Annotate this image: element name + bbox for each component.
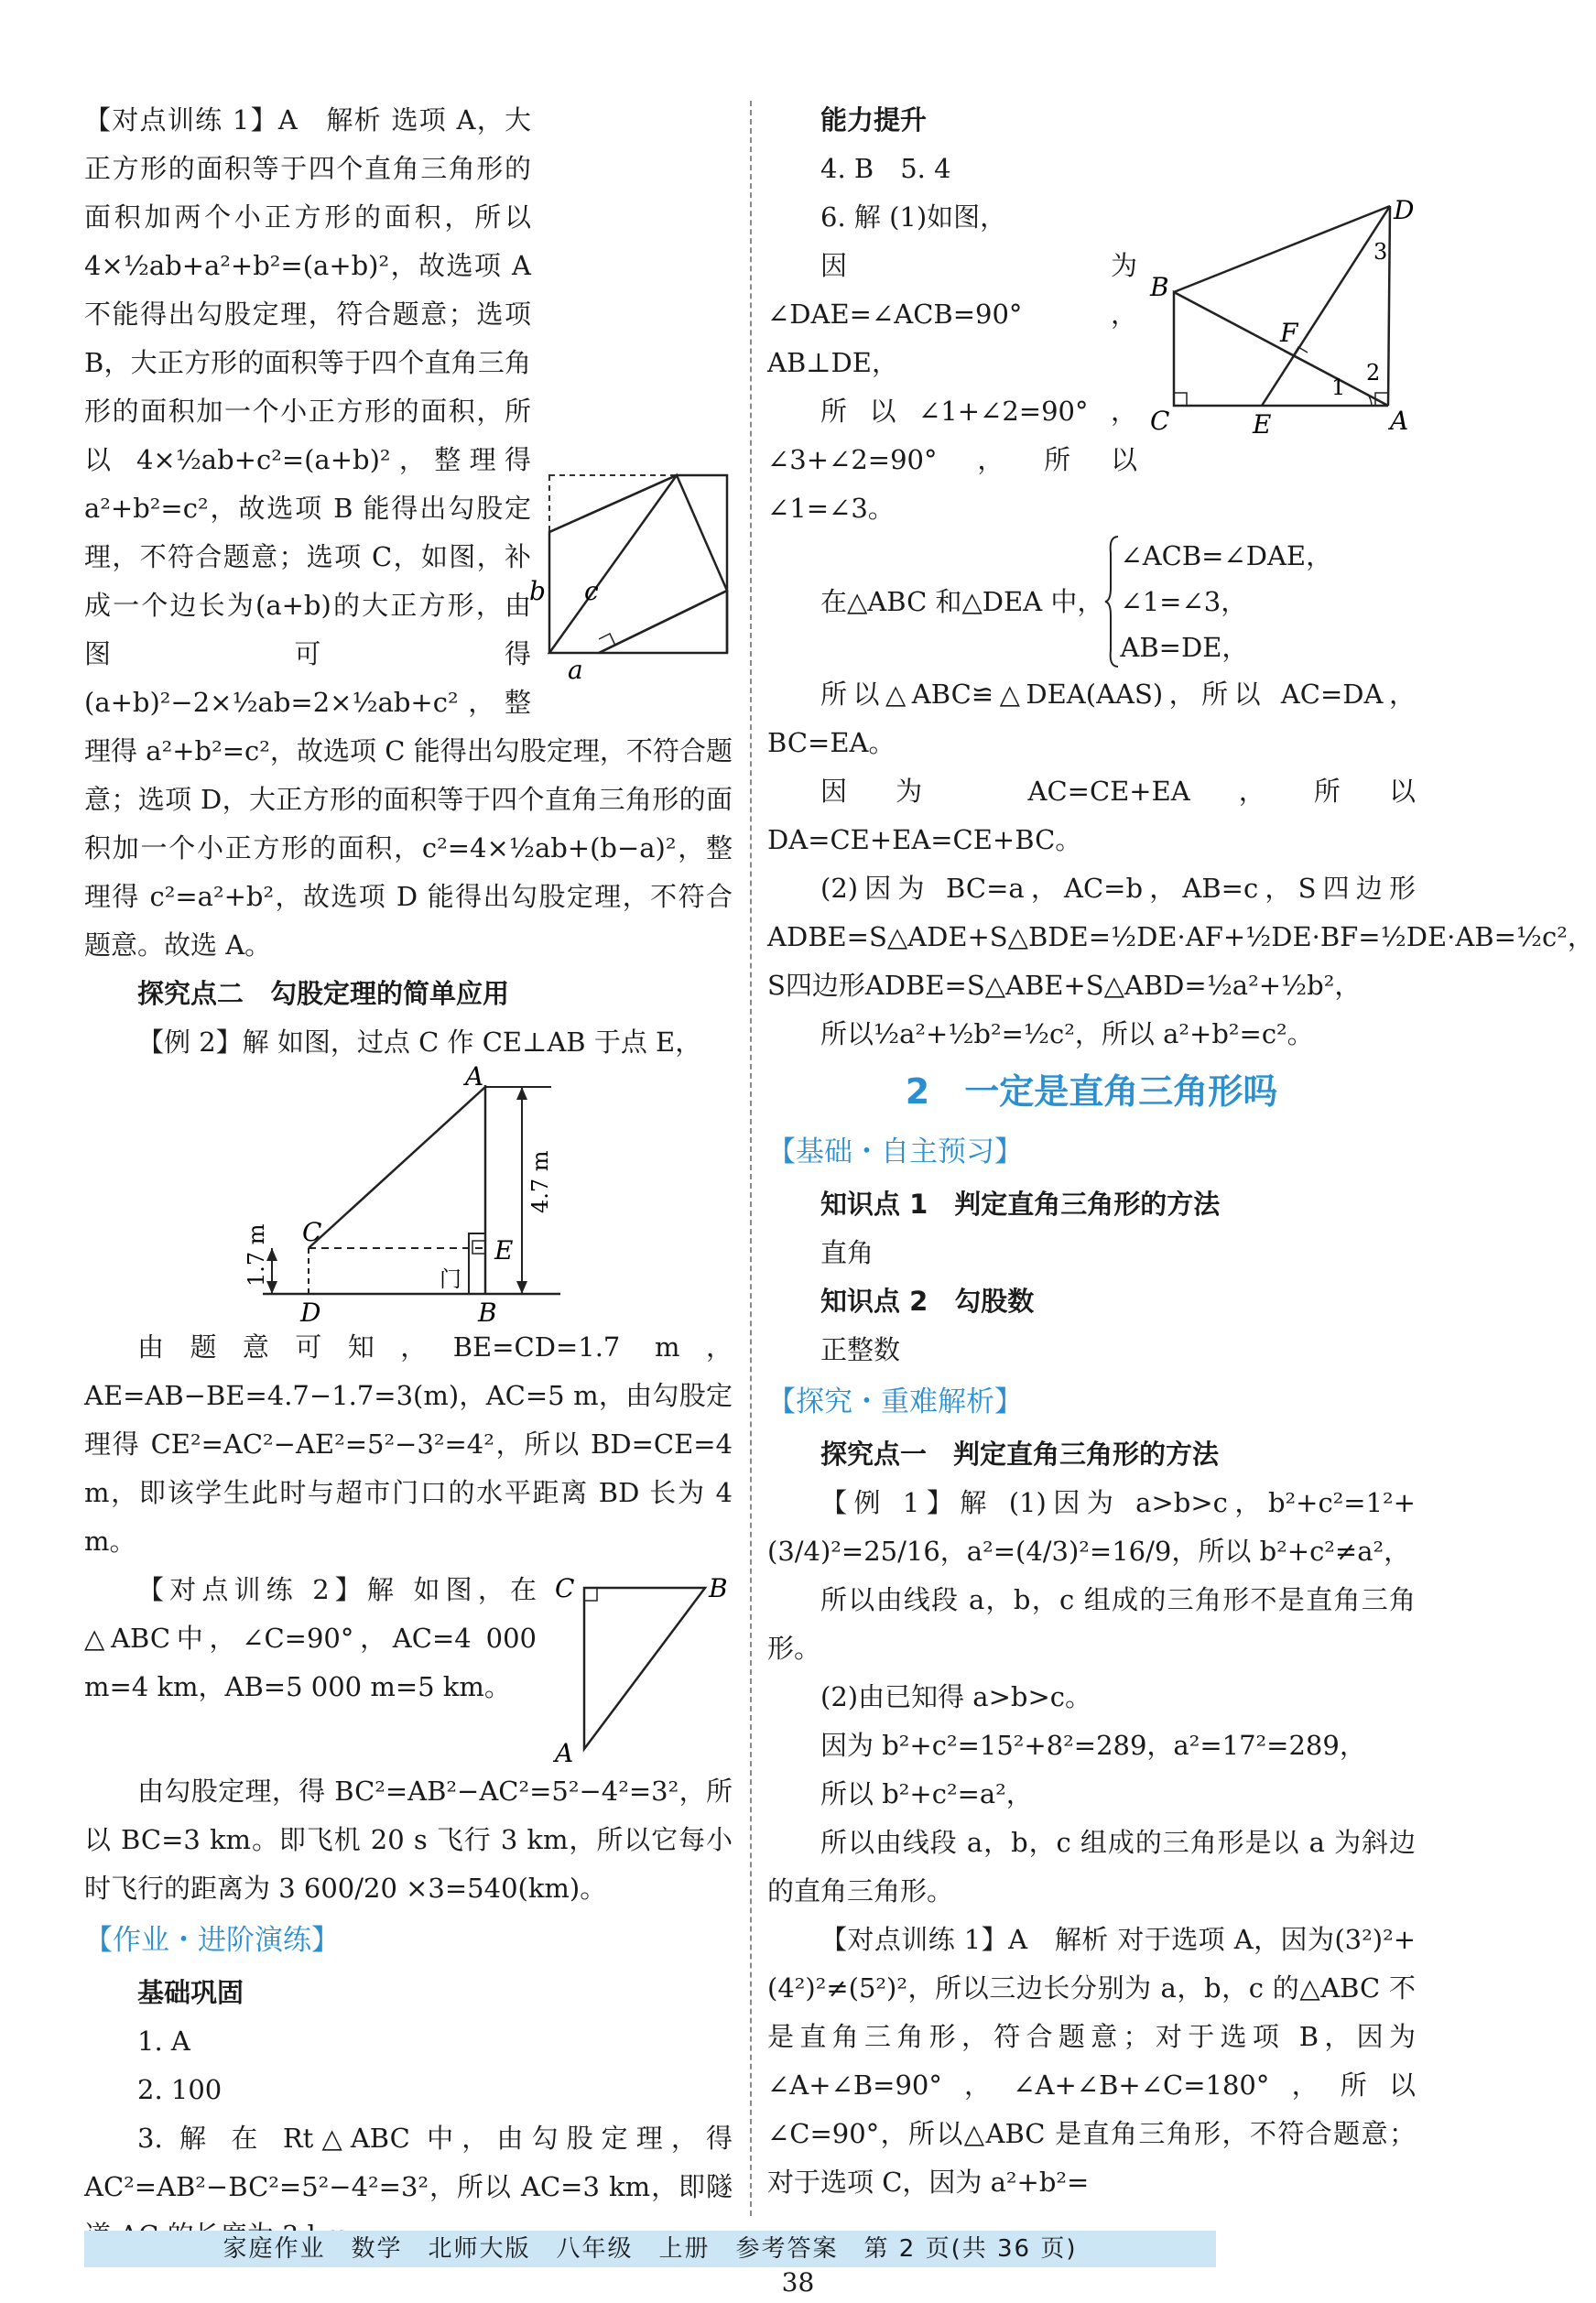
example-1-part-2-conclusion: 所以由线段 a，b，c 组成的三角形是以 a 为斜边的直角三角形。: [767, 1827, 1416, 1906]
fig4-angle-1: 1: [1331, 375, 1346, 400]
training-2-part-b: 由勾股定理，得 BC²=AB²−AC²=5²−4²=3²，所以 BC=3 km。即飞机 20 s 飞行 3 km，所以它每小时飞行的距离为 3 600/20 ×3=540(km)。: [84, 1776, 733, 1904]
fig4-label-A: A: [1390, 406, 1409, 436]
fig2-label-door: 门: [440, 1266, 461, 1292]
answer-6-part-2: (2)因为 BC=a，AC=b，AB=c，S四边形ADBE=S△ADE+S△BDE=½DE·AF+½DE·BF=½DE·AB=½c²，S四边形ADBE=S△ABE+S△ABD=½a²+½b²，: [767, 873, 1594, 1001]
fig2-label-E: E: [494, 1235, 514, 1266]
right-column: [767, 96, 1594, 2207]
column-divider: [750, 101, 752, 2216]
fig4-angle-3: 3: [1373, 239, 1388, 265]
left-column: [84, 96, 733, 2260]
figure-congruent-triangles: [1150, 193, 1416, 440]
fig1-label-b: b: [529, 576, 546, 606]
answer-6-step-1: 因为∠DAE=∠ACB=90°，AB⊥DE，: [767, 250, 1137, 378]
fig4-label-E: E: [1253, 409, 1272, 440]
example-1-part-2: (2)由已知得 a>b>c。: [820, 1681, 1091, 1712]
explore-section-header: 【探究・重难解析】: [767, 1385, 1023, 1418]
training-1b-answer: 【对点训练 1】A 解析 对于选项 A，因为(3²)²+(4²)²≠(5²)²，所以三边长分别为 a，b，c 的△ABC 不是直角三角形，符合题意；对于选项 B，因为∠A+∠B=90°，∠A+∠B+∠C=180°，所以∠C=90°，所以△ABC 是直角三角形，不符合题意；对于选项 C，因为 a²+b²=: [767, 1924, 1416, 2198]
example-1-part-2-calc: 因为 b²+c²=15²+8²=289，a²=17²=289，: [820, 1730, 1366, 1761]
fig4-label-C: C: [1150, 406, 1170, 436]
example-1-part-2-eq: 所以 b²+c²=a²，: [820, 1778, 1033, 1809]
basic-consolidation-heading: 基础巩固: [137, 1977, 244, 2008]
homework-section-header: 【作业・进阶演练】: [84, 1924, 340, 1957]
knowledge-point-1-answer: 直角: [820, 1237, 874, 1268]
figure-plane-triangle: [549, 1566, 733, 1767]
answers-4-5: 4. B 5. 4: [820, 153, 951, 184]
fig2-label-B: B: [478, 1298, 497, 1328]
page-number: 38: [781, 2267, 815, 2298]
preview-section-header: 【基础・自主预习】: [767, 1135, 1023, 1168]
fig4-angle-2: 2: [1366, 360, 1381, 386]
ability-heading: 能力提升: [820, 104, 928, 136]
fig4-label-F: F: [1280, 318, 1298, 348]
fig2-label-A: A: [465, 1061, 484, 1092]
fig1-label-a: a: [568, 655, 583, 685]
left-brace-icon: [1103, 533, 1120, 670]
answer-6-conclusion: 所以½a²+½b²=½c²，所以 a²+b²=c²。: [820, 1018, 1314, 1049]
answer-6-step-3: 所以△ABC≌△DEA(AAS)，所以 AC=DA，BC=EA。: [767, 679, 1416, 758]
example-1-part-1-conclusion: 所以由线段 a，b，c 组成的三角形不是直角三角形。: [767, 1584, 1416, 1664]
answer-1: 1. A: [137, 2026, 190, 2057]
system-line-1: ∠ACB=∠DAE，: [1120, 540, 1333, 571]
answer-3: 3. 解 在 Rt△ABC 中，由勾股定理，得 AC²=AB²−BC²=5²−4²=3²，所以 AC=3 km，即隧: [84, 2123, 733, 2202]
knowledge-point-1: 知识点 1 判定直角三角形的方法: [820, 1189, 1221, 1220]
figure-supermarket-door: [84, 1061, 733, 1328]
knowledge-point-2-answer: 正整数: [820, 1334, 901, 1365]
figure-square-c: [529, 472, 733, 685]
fig2-label-height-2: 4.7 m: [527, 1150, 553, 1213]
explore-point-1-heading: 探究点一 判定直角三角形的方法: [820, 1439, 1220, 1470]
answer-6-system: [767, 533, 1416, 670]
example-1-part-1: 【例 1】解 (1)因为 a>b>c，b²+c²=1²+(3/4)²=25/16，a²=(4/3)²=16/9，所以 b²+c²≠a²，: [767, 1487, 1416, 1567]
explore-point-2-heading: 探究点二 勾股定理的简单应用: [137, 978, 510, 1009]
fig4-label-D: D: [1394, 195, 1415, 225]
system-line-3: AB=DE，: [1120, 632, 1249, 663]
fig1-label-c: c: [584, 576, 599, 606]
fig3-label-B: B: [709, 1573, 728, 1603]
answer-6-step-2: 所以∠1+∠2=90°，∠3+∠2=90°，所以∠1=∠3。: [767, 396, 1137, 524]
example-2-body: 由题意可知，BE=CD=1.7 m，AE=AB−BE=4.7−1.7=3(m)，AC=5 m，由勾股定理得 CE²=AC²−AE²=5²−3²=4²，所以 BD=CE=4 m，即该学生此时与超市门口的水平距离 BD 长为 4 m。: [84, 1331, 733, 1557]
fig2-label-height-1: 1.7 m: [244, 1223, 269, 1287]
answer-2: 2. 100: [137, 2074, 223, 2105]
section-2-title: 2 一定是直角三角形吗: [905, 1071, 1278, 1112]
fig3-label-C: C: [555, 1573, 575, 1603]
system-line-2: ∠1=∠3，: [1120, 586, 1248, 617]
knowledge-point-2: 知识点 2 勾股数: [820, 1286, 1035, 1317]
answer-6-step-4: 因为 AC=CE+EA，所以 DA=CE+EA=CE+BC。: [767, 776, 1416, 855]
training-2-part-a: 【对点训练 2】解 如图，在△ABC中，∠C=90°，AC=4 000 m=4 km，AB=5 000 m=5 km。: [84, 1574, 537, 1702]
answer-6-in-triangles: 在△ABC 和△DEA 中，: [820, 585, 1104, 617]
fig2-label-D: D: [300, 1298, 321, 1328]
fig4-label-B: B: [1150, 272, 1169, 302]
example-2-intro: 【例 2】解 如图，过点 C 作 CE⊥AB 于点 E，: [137, 1027, 702, 1058]
training-1-answer: 【对点训练 1】A 解析 选项 A，大正方形的面积等于四个直角三角形的面积加两个小正方形的面积，所以 4×½ab+a²+b²=(a+b)²，故选项 A 不能得出勾股定理，符合题意；选项 B，大正方形的面积等于四个直角三角形的面积加一个小正方形的面积，所以 4×½ab+c²=(a+b)²，整理得 a²+b²=c²，故选项 B 能得出勾股定理，不符合题意；选项 C，如图，补成一个边长为(a+b)的大正方形，由图可得(a+b)²−2×½ab=2×½ab+c²，整理得 a²+b²=c²，故选项 C 能得出勾股定理，不符合题意；选项 D，大正方形的面积等于四个直角三角形的面积加一个小正方形的面积，c²=4×½ab+(b−a)²，整理得 c²=a²+b²，故选项 D 能得出勾股定理，不符合题意。故选 A。: [84, 104, 733, 961]
answer-6-intro: 6. 解 (1)如图，: [820, 201, 1007, 233]
page-footer: 家庭作业 数学 北师大版 八年级 上册 参考答案 第 2 页(共 36 页): [84, 2231, 1216, 2267]
fig3-label-A: A: [555, 1738, 574, 1768]
fig2-label-C: C: [302, 1217, 322, 1247]
